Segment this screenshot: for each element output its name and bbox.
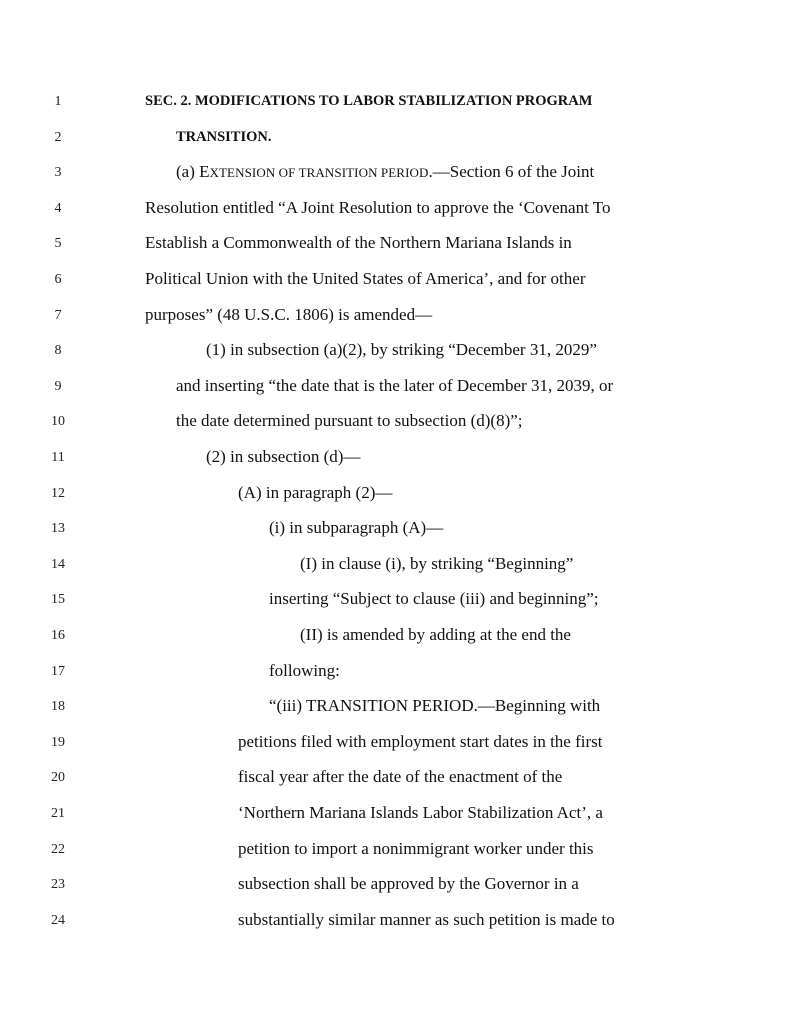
line-text: petition to import a nonimmigrant worker under this: [238, 838, 594, 858]
line-number: 2: [54, 129, 62, 145]
document-line: [0, 411, 791, 447]
line-text: the date determined pursuant to subsection (d)(8)”;: [176, 411, 523, 431]
line-text: inserting “Subject to clause (iii) and beginning”;: [269, 589, 599, 609]
document-line: [0, 554, 791, 590]
line-number: 15: [51, 592, 65, 608]
document-line: [0, 447, 791, 483]
document-line: [0, 305, 791, 341]
section-heading-text: TRANSITION.: [176, 128, 272, 145]
line-number: 17: [51, 663, 65, 679]
line-number: 11: [51, 450, 65, 465]
line-number: 10: [51, 414, 65, 430]
document-line: [0, 162, 791, 198]
line-text: (1) in subsection (a)(2), by striking “December 31, 2029”: [206, 340, 597, 360]
line-number: 4: [54, 200, 62, 216]
line-text: and inserting “the date that is the later of December 31, 2039, or: [176, 375, 614, 395]
line-text: Political Union with the United States of America’, and for other: [145, 269, 586, 288]
line-text: (II) is amended by adding at the end the: [300, 625, 571, 644]
document-line: [0, 803, 791, 839]
document-line: [0, 483, 791, 519]
line-number: 13: [51, 521, 65, 537]
line-number: 6: [54, 272, 62, 287]
document-line: [0, 376, 791, 412]
line-number: 21: [51, 806, 65, 821]
line-number: 3: [54, 165, 62, 181]
line-number: 23: [51, 877, 65, 893]
document-line: [0, 518, 791, 554]
line-text: ‘Northern Mariana Islands Labor Stabilization Act’, a: [238, 803, 603, 822]
line-text: (i) in subparagraph (A)—: [269, 518, 444, 538]
line-number: 20: [51, 770, 65, 786]
line-number: 18: [51, 699, 65, 715]
document-line: [0, 874, 791, 910]
document-line: [0, 732, 791, 768]
line-text: petitions filed with employment start dates in the first: [238, 731, 603, 751]
line-number: 1: [54, 94, 62, 109]
line-text: (I) in clause (i), by striking “Beginning”: [300, 553, 574, 573]
document-line: [0, 127, 791, 163]
line-number: 8: [54, 343, 62, 359]
line-text: Resolution entitled “A Joint Resolution to approve the ‘Covenant To: [145, 197, 611, 217]
line-number: 16: [51, 628, 65, 643]
subsection-label: (a) E: [176, 162, 210, 182]
document-line: [0, 269, 791, 305]
line-text: Establish a Commonwealth of the Northern Mariana Islands in: [145, 233, 572, 253]
document-line: [0, 767, 791, 803]
document-line: [0, 625, 791, 661]
line-text: following:: [269, 660, 340, 680]
subsection-text: .—Section 6 of the Joint: [428, 162, 595, 182]
document-line: [0, 340, 791, 376]
line-number: 14: [51, 556, 65, 572]
line-text: (2) in subsection (d)—: [206, 447, 361, 466]
section-heading-text: SEC. 2. MODIFICATIONS TO LABOR STABILIZATION PROGRAM: [145, 93, 593, 109]
document-line: [0, 696, 791, 732]
subsection-heading-line: [176, 162, 594, 183]
subsection-heading-smallcaps: XTENSION OF TRANSITION PERIOD: [209, 165, 429, 181]
document-line: [0, 198, 791, 234]
line-number: 5: [54, 236, 62, 252]
line-number: 7: [54, 307, 62, 323]
line-number: 19: [51, 734, 65, 750]
document-line: [0, 839, 791, 875]
document-line: [0, 91, 791, 127]
line-text: subsection shall be approved by the Governor in a: [238, 874, 579, 894]
line-text: (A) in paragraph (2)—: [238, 482, 393, 502]
line-text: fiscal year after the date of the enactment of the: [238, 767, 563, 787]
line-text: “(iii) TRANSITION PERIOD.—Beginning with: [269, 696, 601, 716]
line-number: 22: [51, 841, 65, 857]
document-line: [0, 233, 791, 269]
line-number: 24: [51, 912, 65, 928]
line-text: substantially similar manner as such petition is made to: [238, 909, 615, 929]
line-text: purposes” (48 U.S.C. 1806) is amended—: [145, 304, 433, 324]
document-line: [0, 910, 791, 946]
line-number: 12: [51, 485, 65, 501]
line-number: 9: [54, 378, 62, 394]
document-line: [0, 589, 791, 625]
document-line: [0, 661, 791, 697]
